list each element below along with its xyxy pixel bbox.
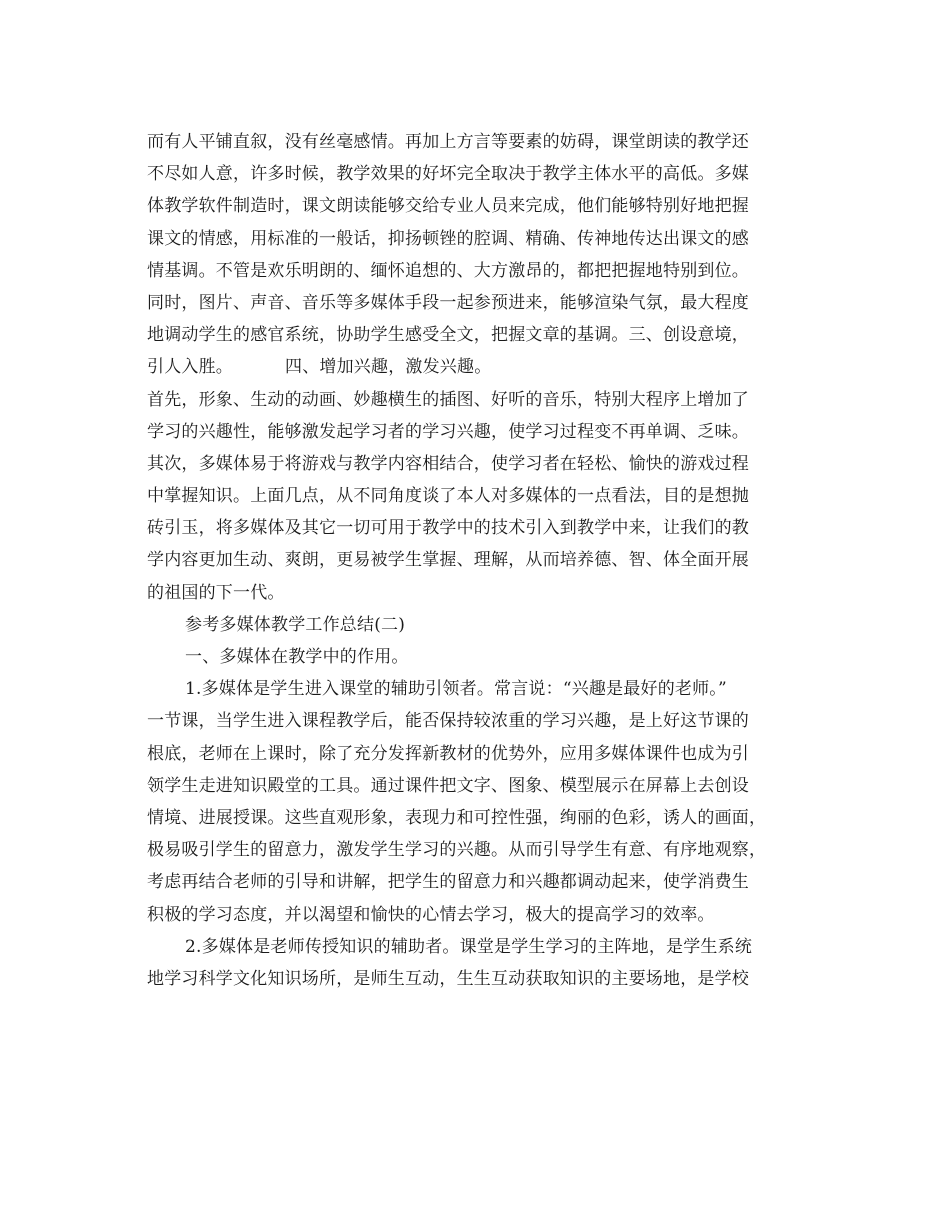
section-heading: 一、多媒体在教学中的作用。 xyxy=(185,647,409,667)
text-line: 同时，图片、声音、音乐等多媒体手段一起参预进来，能够渲染气氛，最大程度 xyxy=(147,292,749,313)
section-title: 参考多媒体教学工作总结(二) xyxy=(185,614,406,635)
text-line: 而有人平铺直叙，没有丝毫感情。再加上方言等要素的妨碍，课堂朗读的教学还 xyxy=(147,132,749,152)
text-line: 不尽如人意，许多时候，教学效果的好坏完全取决于教学主体水平的高低。多媒 xyxy=(147,164,749,185)
text-fragment: 引人入胜。 xyxy=(147,357,233,378)
text-line: 考虑再结合老师的引导和讲解，把学生的留意力和兴趣都调动起来，使学消费生 xyxy=(147,872,749,893)
text-line: 积极的学习态度，并以渴望和愉快的心情去学习，极大的提高学习的效率。 xyxy=(147,904,715,925)
text-line: 其次，多媒体易于将游戏与教学内容相结合，使学习者在轻松、愉快的游戏过程 xyxy=(147,453,749,474)
text-line: 学内容更加生动、爽朗，更易被学生掌握、理解，从而培养德、智、体全面开展 xyxy=(147,550,749,571)
text-line: 1.多媒体是学生进入课堂的辅助引领者。常言说：“兴趣是最好的老师。” xyxy=(185,679,727,700)
inline-heading: 四、增加兴趣，激发兴趣。 xyxy=(285,357,492,378)
text-line: 地调动学生的感官系统，协助学生感受全文，把握文章的基调。三、创设意境， xyxy=(147,325,749,346)
text-line: 中掌握知识。上面几点，从不同角度谈了本人对多媒体的一点看法，目的是想抛 xyxy=(147,486,749,507)
text-line-with-heading xyxy=(147,351,807,383)
text-line: 领学生走进知识殿堂的工具。通过课件把文字、图象、模型展示在屏幕上去创设 xyxy=(147,775,749,796)
text-line: 2.多媒体是老师传授知识的辅助者。课堂是学生学习的主阵地，是学生系统 xyxy=(185,936,753,957)
text-line: 一节课，当学生进入课程教学后，能否保持较浓重的学习兴趣，是上好这节课的 xyxy=(147,711,749,732)
text-line: 课文的情感，用标准的一般话，抑扬顿锉的腔调、精确、传神地传达出课文的感 xyxy=(147,228,749,249)
text-line: 地学习科学文化知识场所，是师生互动，生生互动获取知识的主要场地，是学校 xyxy=(147,968,749,989)
text-line: 情境、进展授课。这些直观形象，表现力和可控性强，绚丽的色彩，诱人的画面， xyxy=(147,807,767,828)
body-text xyxy=(147,126,807,995)
text-line: 极易吸引学生的留意力，激发学生学习的兴趣。从而引导学生有意、有序地观察， xyxy=(147,840,767,861)
text-line: 首先，形象、生动的动画、妙趣横生的插图、好听的音乐，特别大程序上增加了 xyxy=(147,389,749,410)
text-line: 体教学软件制造时，课文朗读能够交给专业人员来完成，他们能够特别好地把握 xyxy=(147,196,749,217)
text-line: 砖引玉，将多媒体及其它一切可用于教学中的技术引入到教学中来，让我们的教 xyxy=(147,518,749,539)
text-line: 根底，老师在上课时，除了充分发挥新教材的优势外，应用多媒体课件也成为引 xyxy=(147,743,749,764)
text-line: 情基调。不管是欢乐明朗的、缅怀追想的、大方激昂的，都把把握地特别到位。 xyxy=(147,260,749,281)
text-line: 的祖国的下一代。 xyxy=(147,582,285,603)
text-line: 学习的兴趣性，能够激发起学习者的学习兴趣，使学习过程变不再单调、乏味。 xyxy=(147,421,749,442)
